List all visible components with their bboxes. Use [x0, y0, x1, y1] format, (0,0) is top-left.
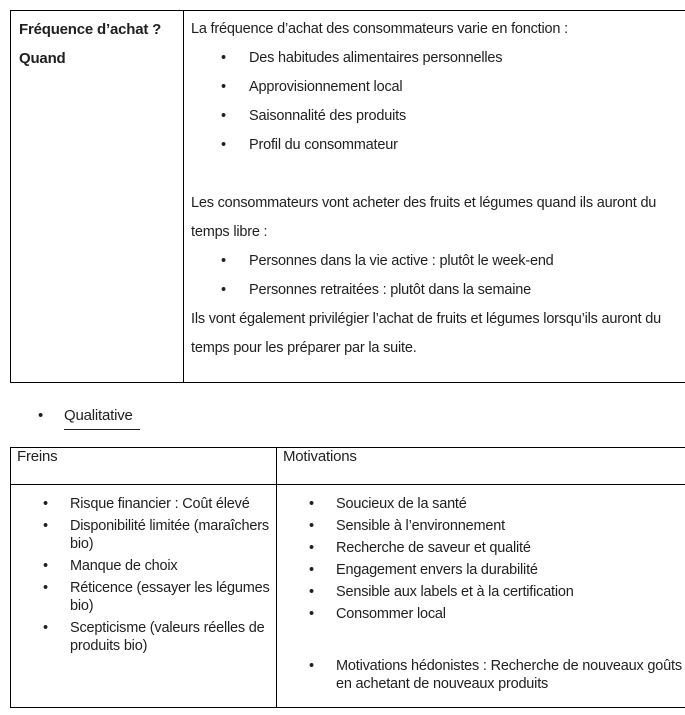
bullet-item: • Consommer local: [283, 605, 685, 623]
bullet-item: • Personnes dans la vie active : plutôt le week-end: [191, 247, 685, 276]
bullet-item: • Des habitudes alimentaires personnelles: [191, 44, 685, 73]
freins-header-cell: Freins: [11, 448, 277, 485]
bullet-item: • Disponibilité limitée (maraîchers bio): [17, 517, 270, 553]
frequency-row-content-cell: [184, 11, 685, 383]
freins-motivations-header-row: [11, 448, 685, 485]
frequency-cell-content: [191, 15, 685, 377]
freins-motivations-body-row: [11, 485, 685, 708]
bullet-icon: •: [38, 407, 44, 424]
qualitative-heading: [10, 404, 140, 428]
bullet-item: • Profil du consommateur: [191, 131, 685, 160]
qualitative-label: Qualitative: [64, 404, 140, 430]
bullet-item: • Personnes retraitées : plutôt dans la semaine: [191, 276, 685, 305]
motivations-list: [283, 495, 685, 623]
frequency-table-row: [11, 11, 685, 383]
freins-list: [17, 495, 270, 655]
bullet-item: • Risque financier : Coût élevé: [17, 495, 270, 513]
motivations-header-cell: Motivations: [277, 448, 685, 485]
bullet-item: • Sensible à l’environnement: [283, 517, 685, 535]
bullet-item: • Engagement envers la durabilité: [283, 561, 685, 579]
bullet-item: • Approvisionnement local: [191, 73, 685, 102]
frequency-table: [10, 10, 685, 383]
motivations-hedonistes-list: [283, 657, 685, 693]
row-title-line-2: Quand: [19, 50, 66, 67]
frequency-outro-text: Ils vont également privilégier l’achat de fruits et légumes lorsqu’ils auront du temps pour les préparer par la suite.: [191, 311, 661, 356]
motivations-cell-content: [283, 495, 685, 703]
bullet-item: • Recherche de saveur et qualité: [283, 539, 685, 557]
freins-cell: [11, 485, 277, 708]
frequency-factors-list: [191, 44, 685, 160]
bullet-item: • Réticence (essayer les légumes bio): [17, 579, 270, 615]
when-paragraph: Les consommateurs vont acheter des fruits et légumes quand ils auront du temps libre :: [191, 195, 657, 240]
bullet-item: • Sensible aux labels et à la certification: [283, 583, 685, 601]
bullet-item: • Saisonnalité des produits: [191, 102, 685, 131]
frequency-intro-text: La fréquence d’achat des consommateurs varie en fonction :: [191, 21, 568, 37]
when-bullets-list: [191, 247, 685, 305]
blank-line: [191, 160, 685, 189]
bullet-item: • Motivations hédonistes : Recherche de nouveaux goûts en achetant de nouveaux produits: [283, 657, 685, 693]
motivations-cell: [277, 485, 685, 708]
bullet-item: • Manque de choix: [17, 557, 270, 575]
bullet-item: • Scepticisme (valeurs réelles de produits bio): [17, 619, 270, 655]
bullet-item: • Soucieux de la santé: [283, 495, 685, 513]
frequency-row-header-cell: [11, 11, 184, 383]
row-title-line-1: Fréquence d’achat ?: [19, 21, 162, 38]
freins-cell-content: [17, 495, 270, 703]
freins-motivations-table: [10, 447, 685, 708]
